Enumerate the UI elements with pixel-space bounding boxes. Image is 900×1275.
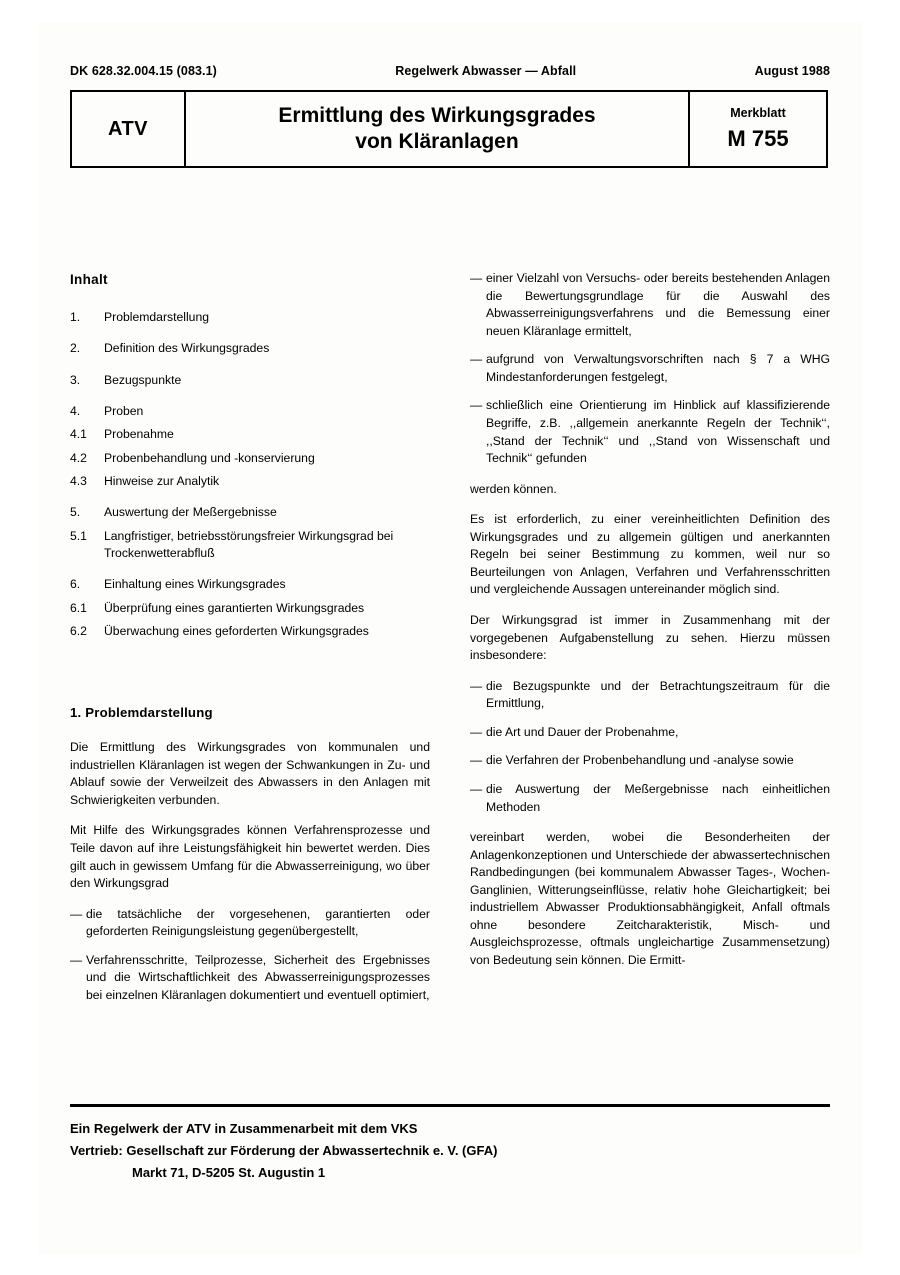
right-column-top-bullets bbox=[470, 270, 830, 468]
list-item: — die Bezugspunkte und der Betrachtungszeitraum für die Ermittlung, bbox=[470, 678, 830, 713]
list-item: — schließlich eine Orientierung im Hinblick auf klassifizierende Begriffe, z.B. ,,allgemein anerkannte Regeln der Technik‘‘, ,,Stand der Technik‘‘ und ,,Stand von Wissenschaft und Technik‘‘ gefunden bbox=[470, 397, 830, 467]
toc-item-number: 4. bbox=[70, 404, 81, 419]
toc-item bbox=[70, 528, 430, 563]
toc-item-number: 5.1 bbox=[70, 528, 87, 543]
toc-item bbox=[70, 450, 430, 467]
toc-item-label: Auswertung der Meßergebnisse bbox=[104, 505, 277, 520]
content-columns bbox=[70, 270, 830, 1017]
toc-item bbox=[70, 576, 430, 593]
toc-item bbox=[70, 600, 430, 617]
sheet-identifier bbox=[690, 92, 826, 166]
footer-line-3: Markt 71, D-5205 St. Augustin 1 bbox=[132, 1165, 326, 1181]
toc-item-number: 2. bbox=[70, 341, 81, 356]
right-column-bottom-bullets bbox=[470, 678, 830, 816]
section-1-heading: 1. Problemdarstellung bbox=[70, 705, 213, 721]
header-center-title: Regelwerk Abwasser — Abfall bbox=[395, 64, 577, 78]
toc-item-label: Probenahme bbox=[104, 427, 174, 442]
toc-item-label: Überwachung eines geforderten Wirkungsgrades bbox=[104, 624, 369, 639]
title-box bbox=[70, 90, 828, 168]
table-of-contents bbox=[70, 309, 430, 640]
toc-item bbox=[70, 340, 430, 357]
toc-item bbox=[70, 309, 430, 326]
toc-item bbox=[70, 403, 430, 420]
document-title-line1: Ermittlung des Wirkungsgrades bbox=[278, 103, 596, 127]
list-item: — aufgrund von Verwaltungsvorschriften nach § 7 a WHG Mindestanforderungen festgelegt, bbox=[470, 351, 830, 386]
toc-item-number: 6.2 bbox=[70, 624, 87, 639]
list-item: — die Auswertung der Meßergebnisse nach einheitlichen Methoden bbox=[470, 781, 830, 816]
section-1-bullet-list bbox=[70, 906, 430, 1005]
toc-item bbox=[70, 473, 430, 490]
toc-item-label: Problemdarstellung bbox=[104, 310, 210, 325]
section-1-paragraph-1: Die Ermittlung des Wirkungsgrades von kommunalen und industriellen Kläranlagen ist wegen der Schwankungen in Zu- und Ablauf sowie der Verweilzeit des Abwassers in den Anlagen mit Schwierigkeiten verbunden. bbox=[70, 740, 430, 807]
toc-item-label: Definition des Wirkungsgrades bbox=[104, 341, 270, 356]
toc-item-number: 6.1 bbox=[70, 600, 87, 615]
toc-item bbox=[70, 372, 430, 389]
document-footer bbox=[70, 1118, 830, 1184]
header-dk-number: DK 628.32.004.15 (083.1) bbox=[70, 64, 217, 78]
toc-item bbox=[70, 426, 430, 443]
section-1-paragraph-2: Mit Hilfe des Wirkungsgrades können Verfahrensprozesse und Teile davon auf ihre Leistungsfähigkeit hin bewertet werden. Dies gilt auch in gewissem Umfang für die Abwasserreinigung, wo über den Wirkungsgrad bbox=[70, 823, 430, 891]
list-item: — die tatsächliche der vorgesehenen, garantierten oder geforderten Reinigungsleistung gegenübergestellt, bbox=[70, 906, 430, 941]
toc-item bbox=[70, 623, 430, 640]
footer-divider bbox=[70, 1104, 830, 1107]
toc-item-label: Proben bbox=[104, 404, 144, 419]
toc-item-label: Probenbehandlung und -konservierung bbox=[104, 450, 315, 465]
left-column bbox=[70, 270, 430, 1017]
toc-item bbox=[70, 504, 430, 521]
right-column-after-bullets: werden können. bbox=[470, 481, 557, 496]
list-item: — die Verfahren der Probenbehandlung und -analyse sowie bbox=[470, 752, 830, 770]
toc-item-label: Bezugspunkte bbox=[104, 372, 182, 387]
toc-item-label: Überprüfung eines garantierten Wirkungsgrades bbox=[104, 600, 365, 615]
toc-item-number: 5. bbox=[70, 505, 81, 520]
footer-line-1: Ein Regelwerk der ATV in Zusammenarbeit mit dem VKS bbox=[70, 1121, 418, 1136]
list-item: — Verfahrensschritte, Teilprozesse, Sicherheit des Ergebnisses und die Wirtschaftlichkeit des Abwasserreinigungsprozesses bei einzelnen Kläranlagen dokumentiert und eventuell optimiert, bbox=[70, 952, 430, 1005]
sheet-label: Merkblatt bbox=[730, 106, 786, 120]
toc-item-number: 4.1 bbox=[70, 427, 87, 442]
list-item: — die Art und Dauer der Probenahme, bbox=[470, 724, 830, 742]
toc-item-number: 4.3 bbox=[70, 474, 87, 489]
toc-item-number: 4.2 bbox=[70, 450, 87, 465]
right-column-paragraph-1: Es ist erforderlich, zu einer vereinheitlichten Definition des Wirkungsgrades und zu allgemein gültigen und anerkannten Regeln bei seiner Bestimmung zu kommen, weil nur so Beurteilungen von Anlagen, Verfahren und Verfahrensschritten und vergleichende Aussagen untereinander möglich sind. bbox=[470, 512, 830, 597]
document-title-line2: von Kläranlagen bbox=[355, 130, 519, 153]
right-column bbox=[470, 270, 830, 1017]
list-item: — einer Vielzahl von Versuchs- oder bereits bestehenden Anlagen die Bewertungsgrundlage für die Auswahl des Abwasserreinigungsverfahrens und die Bemessung einer neuen Kläranlage ermittelt, bbox=[470, 270, 830, 340]
organization-label: ATV bbox=[72, 92, 186, 166]
toc-heading: Inhalt bbox=[70, 272, 108, 287]
sheet-number: M 755 bbox=[727, 126, 789, 151]
header-date: August 1988 bbox=[754, 64, 830, 78]
footer-line-2: Vertrieb: Gesellschaft zur Förderung der Abwassertechnik e. V. (GFA) bbox=[70, 1143, 498, 1159]
toc-item-label: Hinweise zur Analytik bbox=[104, 474, 220, 489]
toc-item-number: 6. bbox=[70, 577, 81, 592]
document-title bbox=[186, 92, 690, 166]
toc-item-number: 1. bbox=[70, 310, 81, 325]
toc-item-label: Einhaltung eines Wirkungsgrades bbox=[104, 577, 286, 592]
toc-item-label: Langfristiger, betriebsstörungsfreier Wirkungsgrad bei Trockenwetterabfluß bbox=[104, 528, 394, 561]
toc-item-number: 3. bbox=[70, 372, 81, 387]
document-header bbox=[70, 64, 830, 78]
right-column-paragraph-2: Der Wirkungsgrad ist immer in Zusammenhang mit der vorgegebenen Aufgabenstellung zu sehen. Hierzu müssen insbesondere: bbox=[470, 613, 830, 663]
document-sheet bbox=[38, 22, 862, 1254]
right-column-paragraph-3: vereinbart werden, wobei die Besonderheiten der Anlagenkonzeptionen und Unterschiede der abwassertechnischen Randbedingungen (bei kommunalem Abwasser Tages-, Wochen-Ganglinien, Witterungseinflüsse, relativ hohe Gleichartigkeit; bei industriellem Abwasser Produktionsabhängigkeit, Anfall oftmals ohne besondere Zeitcharakteristik, Misch- und Ausgleichsprozesse, oftmals ungleichartige Zusammensetzung) von Bedeutung sein können. Die Ermitt- bbox=[470, 830, 830, 967]
